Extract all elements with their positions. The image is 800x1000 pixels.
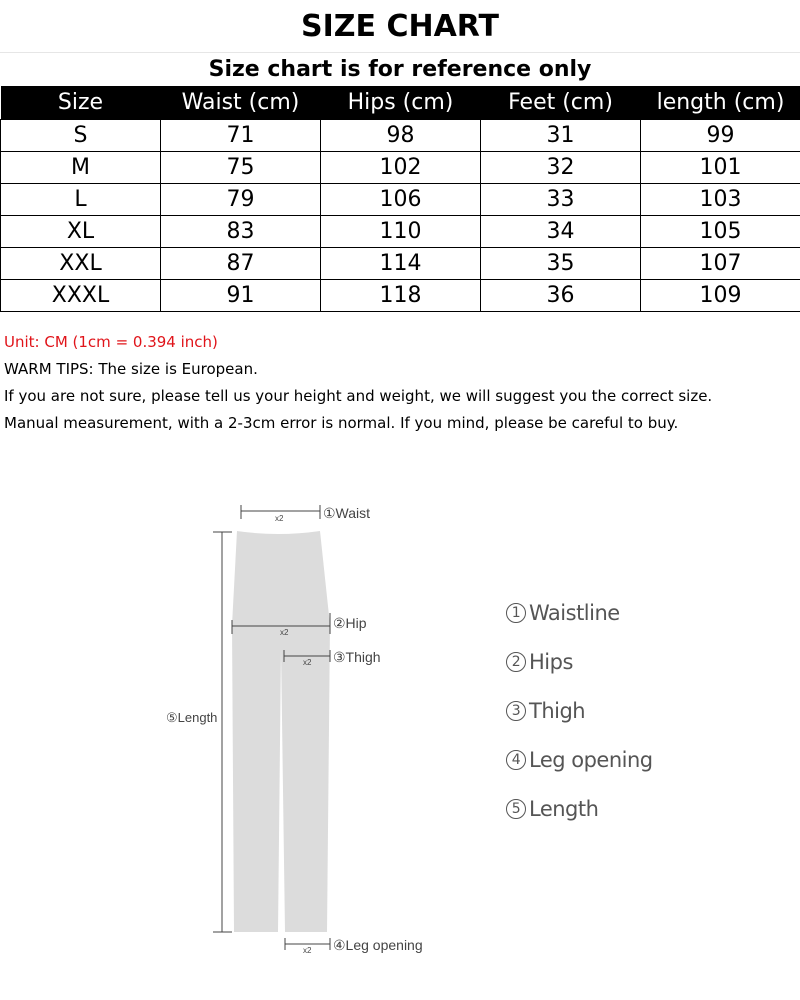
- table-cell: 110: [321, 216, 481, 248]
- table-cell: 32: [481, 152, 641, 184]
- table-row: [1, 280, 800, 312]
- table-cell: XL: [1, 216, 161, 248]
- column-header: length (cm): [641, 86, 800, 120]
- thigh-label: ③Thigh: [333, 649, 381, 665]
- table-cell: 71: [161, 120, 321, 152]
- table-cell: XXL: [1, 248, 161, 280]
- pants-silhouette: [232, 531, 330, 932]
- thigh-x2-label: x2: [303, 658, 312, 667]
- table-cell: L: [1, 184, 161, 216]
- table-row: [1, 248, 800, 280]
- table-row: [1, 184, 800, 216]
- legend-item: [506, 588, 653, 637]
- table-row: [1, 152, 800, 184]
- legend-item: [506, 686, 653, 735]
- warm-tips-note: WARM TIPS: The size is European.: [4, 360, 258, 378]
- legend-text: Thigh: [529, 698, 586, 723]
- table-cell: 114: [321, 248, 481, 280]
- table-cell: 102: [321, 152, 481, 184]
- table-cell: XXXL: [1, 280, 161, 312]
- measurement-legend: [506, 588, 653, 833]
- leg-opening-label: ④Leg opening: [333, 937, 423, 953]
- table-cell: 91: [161, 280, 321, 312]
- table-row: [1, 120, 800, 152]
- table-cell: 106: [321, 184, 481, 216]
- advice-note: If you are not sure, please tell us your height and weight, we will suggest you the correct size.: [4, 387, 713, 405]
- table-cell: 33: [481, 184, 641, 216]
- table-cell: 109: [641, 280, 800, 312]
- table-cell: 34: [481, 216, 641, 248]
- legend-number: 1: [506, 603, 526, 623]
- table-cell: 87: [161, 248, 321, 280]
- page-subtitle: Size chart is for reference only: [208, 56, 592, 82]
- column-header: Feet (cm): [481, 86, 641, 120]
- legend-number: 3: [506, 701, 526, 721]
- size-table: [0, 86, 800, 312]
- measurement-note: Manual measurement, with a 2-3cm error is normal. If you mind, please be careful to buy.: [4, 414, 679, 432]
- table-row: [1, 216, 800, 248]
- table-cell: M: [1, 152, 161, 184]
- table-cell: 105: [641, 216, 800, 248]
- pants-measurement-diagram: [0, 480, 800, 1000]
- table-cell: 99: [641, 120, 800, 152]
- legend-item: [506, 637, 653, 686]
- length-label: ⑤Length: [166, 710, 218, 725]
- legend-text: Leg opening: [529, 747, 653, 772]
- table-cell: 36: [481, 280, 641, 312]
- notes: [4, 329, 794, 437]
- legend-text: Length: [529, 796, 599, 821]
- column-header: Waist (cm): [161, 86, 321, 120]
- table-cell: S: [1, 120, 161, 152]
- legend-text: Waistline: [529, 600, 620, 625]
- table-header-row: [1, 86, 800, 120]
- hip-label: ②Hip: [333, 615, 367, 631]
- column-header: Hips (cm): [321, 86, 481, 120]
- table-cell: 103: [641, 184, 800, 216]
- unit-note: Unit: CM (1cm = 0.394 inch): [4, 333, 218, 351]
- legend-item: [506, 735, 653, 784]
- waist-label: ①Waist: [323, 505, 371, 521]
- table-cell: 101: [641, 152, 800, 184]
- table-cell: 118: [321, 280, 481, 312]
- legend-number: 5: [506, 799, 526, 819]
- table-cell: 107: [641, 248, 800, 280]
- legend-number: 2: [506, 652, 526, 672]
- hip-x2-label: x2: [280, 628, 289, 637]
- column-header: Size: [1, 86, 161, 120]
- table-cell: 35: [481, 248, 641, 280]
- legend-item: [506, 784, 653, 833]
- table-cell: 98: [321, 120, 481, 152]
- page-title: SIZE CHART: [0, 0, 800, 53]
- leg-opening-x2-label: x2: [303, 946, 312, 955]
- table-cell: 31: [481, 120, 641, 152]
- waist-x2-label: x2: [275, 514, 284, 523]
- legend-text: Hips: [529, 649, 573, 674]
- table-cell: 83: [161, 216, 321, 248]
- table-cell: 75: [161, 152, 321, 184]
- table-cell: 79: [161, 184, 321, 216]
- legend-number: 4: [506, 750, 526, 770]
